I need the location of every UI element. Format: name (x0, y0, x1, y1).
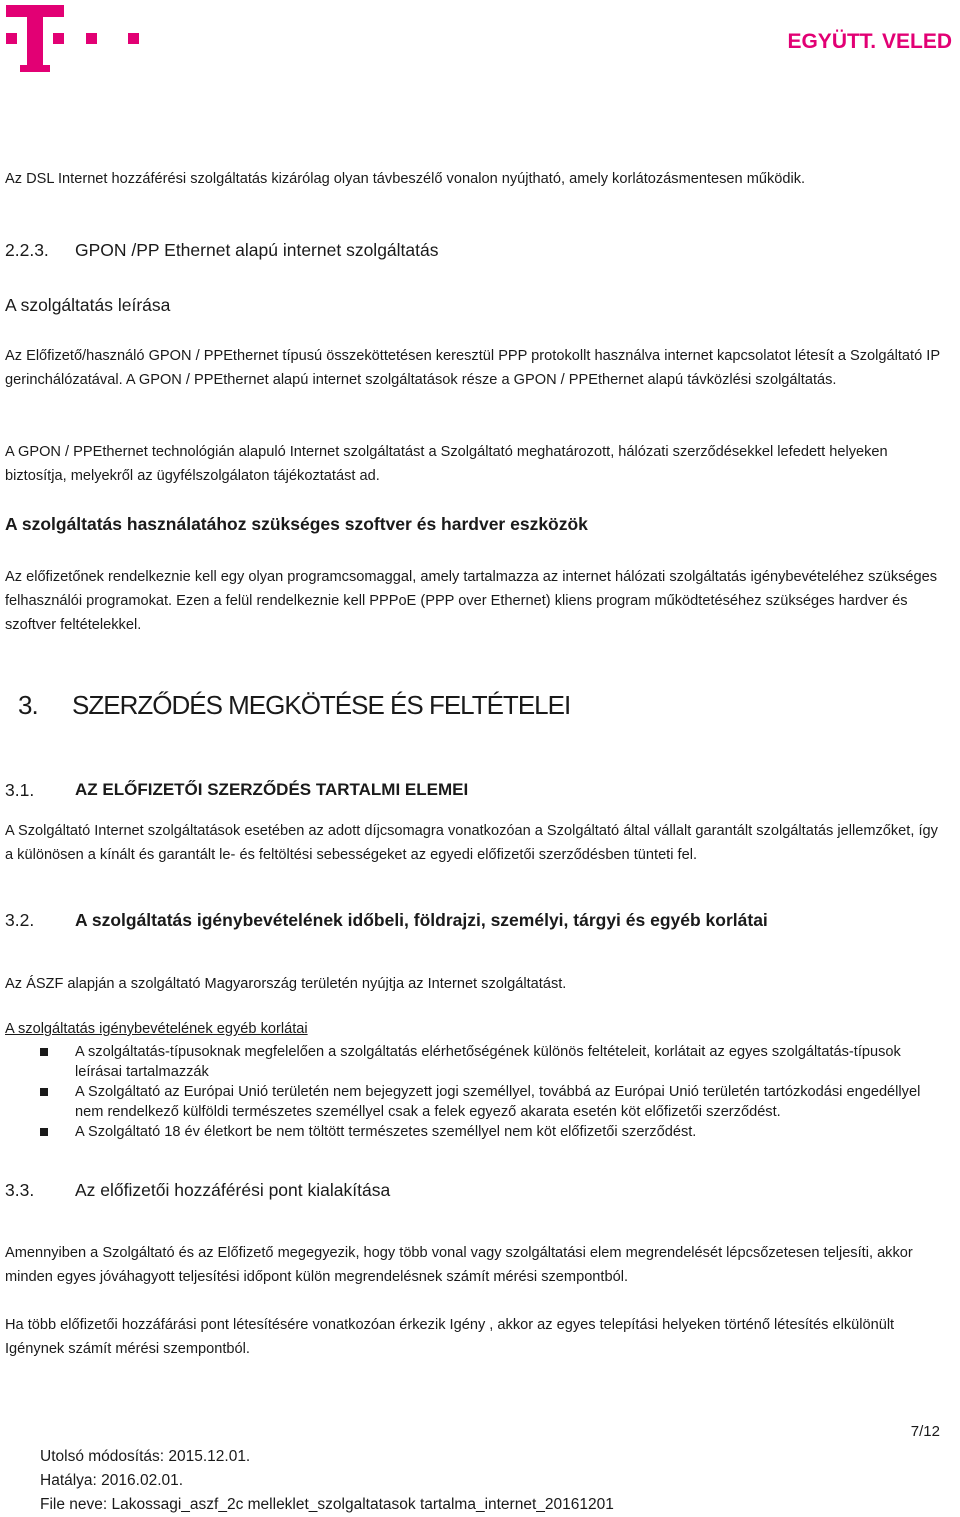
bullet-square-icon (40, 1048, 48, 1056)
section-title: AZ ELŐFIZETŐI SZERZŐDÉS TARTALMI ELEMEI (75, 780, 469, 799)
paragraph-3-2: Az ÁSZF alapján a szolgáltató Magyarország területén nyújtja az Internet szolgáltatást. (5, 976, 567, 992)
section-3-2-heading (5, 910, 768, 931)
paragraph-gpon-1: Az Előfizető/használó GPON / PPEthernet típusú összeköttetésen keresztül PPP protokollt használva internet kapcsolatot létesít a Szolgáltató IP gerinchálózatával. A GPON / PPEthernet alapú internet szolgáltatások része a GPON / PPEthernet alapú távközlési szolgáltatás. (5, 348, 940, 388)
section-title: SZERZŐDÉS MEGKÖTÉSE ÉS FELTÉTELEI (72, 690, 571, 720)
brand-tagline: EGYÜTT. VELED (787, 30, 952, 53)
list-item: A szolgáltatás-típusoknak megfelelően a szolgáltatás elérhetőségének különös feltételeit, korlátait az egyes szolgáltatás-típusok leírásai tartalmazzák (40, 1042, 940, 1082)
paragraph-dsl: Az DSL Internet hozzáférési szolgáltatás kizárólag olyan távbeszélő vonalon nyújtható, amely korlátozásmentesen működik. (5, 171, 806, 187)
section-number: 3. (18, 690, 38, 720)
limits-subheading: A szolgáltatás igénybevételének egyéb korlátai (5, 1021, 308, 1037)
section-number: 3.1. (5, 780, 35, 800)
section-3-heading (18, 690, 571, 721)
telekom-t-logo-icon (6, 5, 146, 73)
paragraph-3-1: A Szolgáltató Internet szolgáltatások esetében az adott díjcsomagra vonatkozóan a Szolgáltató által vállalt garantált szolgáltatás jellemzőket, így a különösen a kínált és garantált le- és feltöltési sebességeket az egyedi előfizetői szerződésben tünteti fel. (5, 823, 938, 863)
paragraph-3-3-b: Ha több előfizetői hozzáfárási pont létesítésére vonatkozóan érkezik Igény , akkor az egyes telepítási helyeken történő létesítés elkülönült Igénynek számít mérési szempontból. (5, 1317, 895, 1357)
section-3-1-heading (5, 780, 469, 801)
section-number: 3.3. (5, 1180, 35, 1200)
section-title: Az előfizetői hozzáférési pont kialakítása (75, 1180, 391, 1200)
section-number: 2.2.3. (5, 240, 49, 260)
section-title: GPON /PP Ethernet alapú internet szolgáltatás (75, 240, 439, 260)
limits-list (40, 1042, 940, 1142)
bullet-square-icon (40, 1128, 48, 1136)
section-2-2-3-heading (5, 240, 439, 261)
subheading-description: A szolgáltatás leírása (5, 295, 171, 315)
footer-filename: File neve: Lakossagi_aszf_2c melleklet_szolgaltatasok tartalma_internet_20161201 (40, 1496, 614, 1513)
section-3-3-heading (5, 1180, 391, 1201)
footer-effective: Hatálya: 2016.02.01. (40, 1472, 184, 1489)
list-item: A Szolgáltató az Európai Unió területén nem bejegyzett jogi személlyel, továbbá az Európai Unió területén tartózkodási engedéllyel nem rendelkező külföldi természetes személlyel csak a felek egyező akarata esetén köt előfizetői szerződést. (40, 1082, 940, 1122)
paragraph-gpon-2: A GPON / PPEthernet technológián alapuló Internet szolgáltatást a Szolgáltató meghatározott, hálózati szerződésekkel lefedett helyeken biztosítja, melyekről az ügyfélszolgálaton tájékoztatást ad. (5, 444, 888, 484)
page-number: 7/12 (910, 1423, 940, 1440)
paragraph-software: Az előfizetőnek rendelkeznie kell egy olyan programcsomaggal, amely tartalmazza az internet hálózati szolgáltatás igénybevételéhez szükséges felhasználói programokat. Ezen a felül rendelkeznie kell PPPoE (PPP over Ethernet) kliens program működtetéséhez szükséges hardver és szoftver feltételekkel. (5, 569, 938, 633)
footer-modified: Utolsó módosítás: 2015.12.01. (40, 1448, 251, 1465)
subheading-software-hardware: A szolgáltatás használatához szükséges szoftver és hardver eszközök (5, 514, 588, 534)
list-item: A Szolgáltató 18 év életkort be nem töltött természetes személlyel nem köt előfizetői szerződést. (40, 1122, 940, 1142)
section-number: 3.2. (5, 910, 35, 930)
paragraph-3-3-a: Amennyiben a Szolgáltató és az Előfizető megegyezik, hogy több vonal vagy szolgáltatási elem megrendelését lépcsőzetesen teljesíti, akkor minden egyes jóváhagyott teljesítési időpont külön megrendelésnek számít mérési szempontból. (5, 1245, 913, 1285)
bullet-square-icon (40, 1088, 48, 1096)
section-title: A szolgáltatás igénybevételének időbeli, földrajzi, személyi, tárgyi és egyéb korlátai (75, 910, 768, 930)
